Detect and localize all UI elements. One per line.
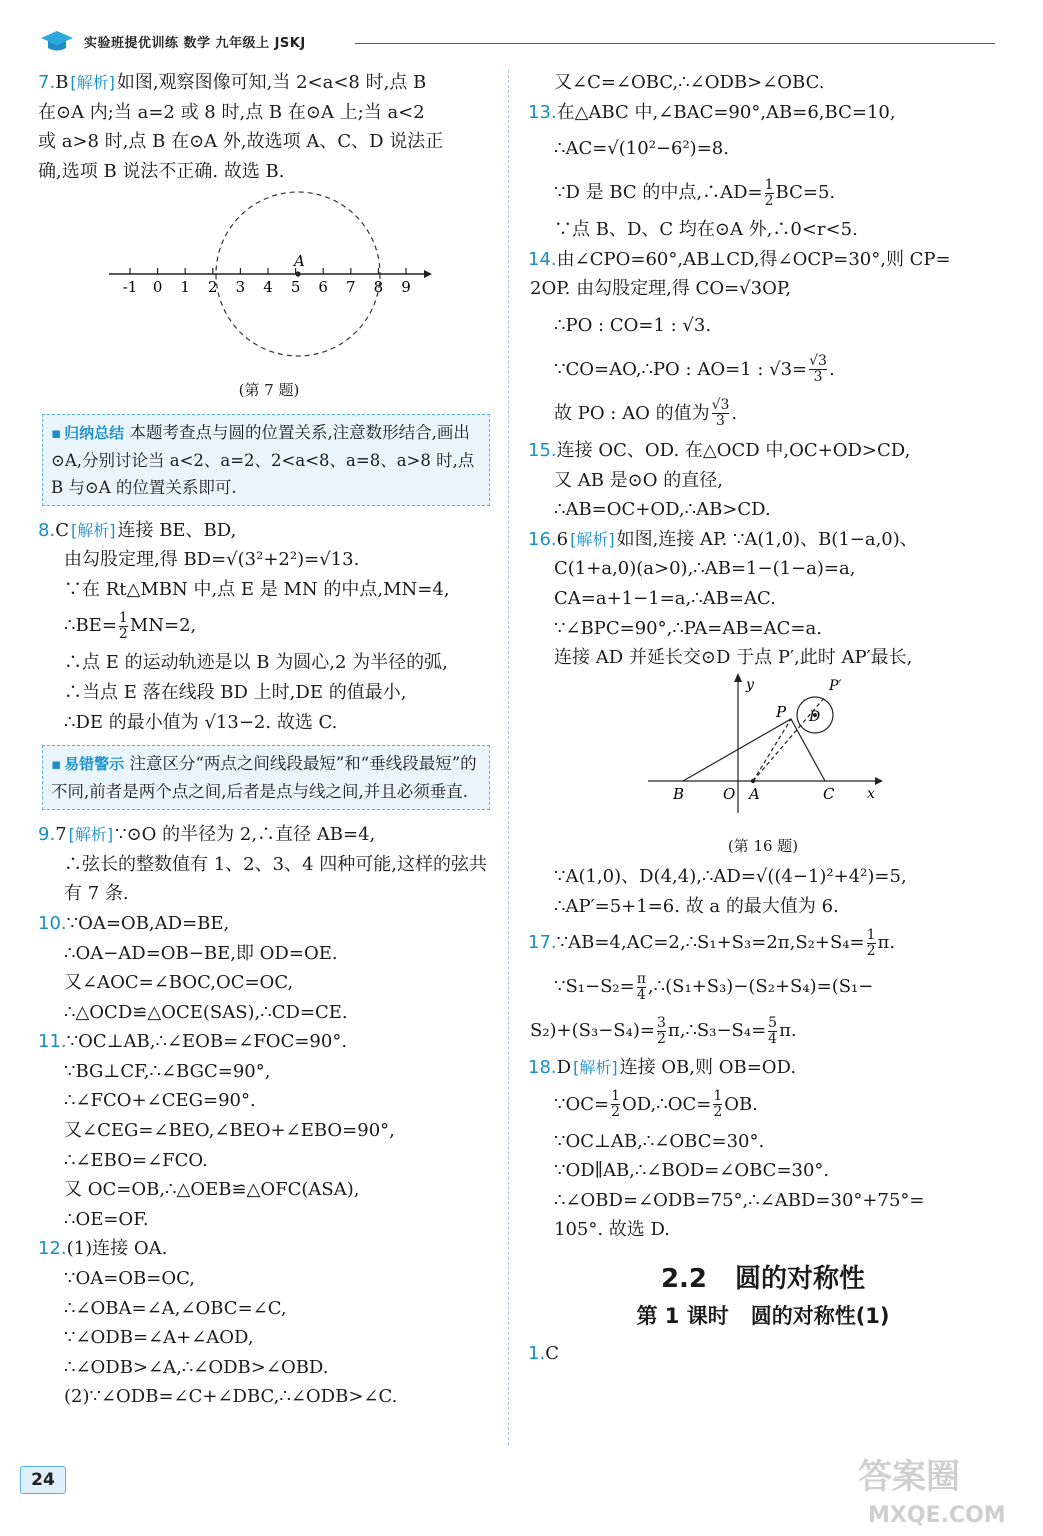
tick-label: 3: [235, 278, 246, 297]
text-line: C(1+a,0)(a>0),∴AB=1−(1−a)=a,: [554, 558, 856, 580]
watermark-logo: [848, 1450, 1028, 1530]
text-line: 由∠CPO=60°,AB⊥CD,得∠OCP=30°,则 CP=: [556, 248, 951, 270]
text-line: ∵∠ODB=∠A+∠AOD,: [64, 1327, 254, 1349]
text-line: ∴AB=OC+OD,∴AB>CD.: [554, 499, 771, 521]
text-line: ∵BG⊥CF,∴∠BGC=90°,: [64, 1060, 271, 1082]
question-number: 14.: [528, 248, 557, 270]
label-b: B: [673, 784, 685, 803]
label-a: A: [749, 784, 760, 803]
text-line: 或 a>8 时,点 B 在⊙A 外,故选项 A、C、D 说法正: [38, 131, 444, 153]
figure-caption: (第 7 题): [238, 380, 300, 399]
question-8: [38, 516, 500, 738]
label-c: C: [823, 784, 835, 803]
text-line: CA=a+1−1=a,∴AB=AC.: [554, 587, 776, 609]
fraction: $\frac{1}{2}$: [866, 926, 876, 959]
text-line: 在△ABC 中,∠BAC=90°,AB=6,BC=10,: [556, 101, 896, 123]
question-14: [528, 245, 998, 436]
question-number: 1.: [528, 1343, 546, 1365]
text-line: ∵OA=OB,AD=BE,: [66, 912, 230, 934]
text-line: ∴∠ODB>∠A,∴∠ODB>∠OBD.: [64, 1356, 329, 1378]
analysis-tag: [解析]: [573, 1058, 618, 1078]
tick-label: 6: [318, 278, 328, 297]
label-d: D: [809, 708, 821, 725]
question-16: [528, 525, 998, 921]
text-line: ∴OA−AD=OB−BE,即 OD=OE.: [64, 942, 338, 964]
analysis-tag: [解析]: [70, 520, 116, 540]
question-18: [528, 1053, 998, 1245]
text-line: ∴AP′=5+1=6. 故 a 的最大值为 6.: [554, 895, 839, 917]
question-number: 10.: [38, 912, 67, 934]
fraction: $\frac{3}{2}$: [656, 1014, 666, 1047]
question-12: [38, 1234, 500, 1412]
svg-text:答案圈: 答案圈: [858, 1457, 960, 1497]
text-line: S₂)+(S₃−S₄)= $\frac{3}{2}$ π,∴S₃−S₄= $\frac{5}{4}$ π.: [530, 1014, 797, 1047]
arrow-icon: [875, 777, 883, 785]
text-line: ∵∠BPC=90°,∴PA=AB=AC=a.: [554, 617, 822, 639]
text-line: ∵AB=4,AC=2,∴S₁+S₃=2π,S₂+S₄= $\frac{1}{2}$ π.: [556, 926, 896, 959]
text-line: ∴∠EBO=∠FCO.: [64, 1149, 208, 1171]
text-line: 又∠CEG=∠BEO,∠BEO+∠EBO=90°,: [64, 1120, 395, 1142]
text-line: ∵OD∥AB,∴∠BOD=∠OBC=30°.: [554, 1160, 830, 1182]
question-10: [38, 909, 500, 1027]
question-number: 18.: [528, 1057, 557, 1079]
fraction: $\frac{√3}{3}$: [711, 397, 730, 430]
text-line: ∵D 是 BC 的中点,∴AD= $\frac{1}{2}$ BC=5.: [554, 176, 836, 209]
question-number: 15.: [528, 439, 557, 461]
text-line: ∵OC= $\frac{1}{2}$ OD,∴OC= $\frac{1}{2}$ OB.: [554, 1088, 758, 1121]
analysis-tag: [解析]: [570, 529, 615, 549]
label-p: P: [776, 702, 787, 721]
text-line: ∴△OCD≌△OCE(SAS),∴CD=CE.: [64, 1001, 348, 1023]
answer: C: [55, 519, 69, 541]
answer: B: [55, 72, 69, 93]
question-7: [38, 68, 500, 406]
text-line: 故 PO : AO 的值为 $\frac{√3}{3}$ .: [554, 397, 738, 430]
text-line: 有 7 条.: [64, 883, 129, 905]
question-11: [38, 1027, 500, 1234]
text-line: 如图,观察图像可知,当 2<a<8 时,点 B: [116, 72, 427, 93]
text-line: ∴DE 的最小值为 √13−2. 故选 C.: [64, 711, 338, 733]
fraction: $\frac{1}{2}$: [713, 1088, 723, 1121]
text-line: 如图,连接 AP. ∵A(1,0)、B(1−a,0)、: [616, 528, 918, 550]
text-line: 连接 OC、OD. 在△OCD 中,OC+OD>CD,: [556, 439, 911, 461]
text-line: ∵S₁−S₂= $\frac{\pi}{4}$ ,∴(S₁+S₃)−(S₂+S₄)=(S₁−: [554, 970, 874, 1003]
text-line: ∵在 Rt△MBN 中,点 E 是 MN 的中点,MN=4,: [64, 578, 450, 600]
text-line: 确,选项 B 说法不正确. 故选 B.: [38, 160, 285, 182]
text-line: 105°. 故选 D.: [554, 1219, 671, 1241]
question-number: 7.: [38, 72, 56, 93]
fraction: $\frac{1}{2}$: [764, 176, 774, 209]
text-line: ∵OA=OB=OC,: [64, 1268, 195, 1290]
analysis-tag: [解析]: [68, 825, 114, 845]
fraction: $\frac{1}{2}$: [118, 609, 128, 642]
text-line: (2)∵∠ODB=∠C+∠DBC,∴∠ODB>∠C.: [64, 1386, 398, 1408]
page-number: 24: [20, 1466, 66, 1494]
header-rule: [355, 43, 995, 44]
answer: C: [545, 1343, 559, 1365]
box-text: 本题考查点与圆的位置关系,注意数形结合,画出⊙A,分别讨论当 a<2、a=2、2<a<8、a=8、a>8 时,点 B 与⊙A 的位置关系即可.: [51, 422, 475, 497]
analysis-tag: [解析]: [70, 73, 115, 92]
warning-box: [42, 745, 490, 810]
tick-label: 5: [290, 278, 301, 297]
text-line: 在⊙A 内;当 a=2 或 8 时,点 B 在⊙A 上;当 a<2: [38, 101, 425, 123]
figure-16: [528, 673, 998, 862]
number-line-diagram: [104, 186, 434, 366]
arrow-icon: [734, 673, 742, 682]
question-9: [38, 820, 500, 909]
segment-ap: [753, 719, 791, 781]
text-line: ∴PO : CO=1 : √3.: [554, 314, 712, 336]
text-line: ∴AC=√(10²−6²)=8.: [554, 138, 729, 160]
point-a: [295, 272, 300, 277]
label-y: y: [746, 676, 754, 693]
question-13: [528, 98, 998, 245]
right-column: [528, 68, 998, 1369]
column-divider: [508, 70, 509, 1445]
arrow-icon: [424, 270, 432, 278]
question-number: 11.: [38, 1031, 67, 1053]
text-line: ∴∠FCO+∠CEG=90°.: [64, 1090, 256, 1112]
box-label: ▪ 归纳总结: [51, 424, 124, 442]
tick-label: 8: [373, 278, 384, 297]
text-line: ∵OC⊥AB,∴∠OBC=30°.: [554, 1130, 765, 1152]
geometry-diagram: [643, 673, 883, 823]
text-line: 连接 OB,则 OB=OD.: [619, 1057, 797, 1079]
answer: D: [556, 1057, 572, 1079]
lesson-title: 第 1 课时 圆的对称性(1): [636, 1304, 890, 1329]
text-line: ∴∠OBD=∠ODB=75°,∴∠ABD=30°+75°=: [554, 1189, 925, 1211]
figure-7: [38, 186, 500, 405]
header-title: 实验班提优训练 数学 九年级上 JSKJ: [84, 36, 306, 51]
question-17: [528, 921, 998, 1053]
question-number: 17.: [528, 932, 557, 954]
text-line: 又∠AOC=∠BOC,OC=OC,: [64, 972, 294, 994]
tick-label: 4: [263, 278, 273, 297]
box-text: 注意区分“两点之间线段最短”和“垂线段最短”的不同,前者是两个点之间,后者是点与线之间,并且必须垂直.: [51, 754, 477, 802]
section-title: 2.2 圆的对称性: [660, 1264, 866, 1295]
text-line: 2OP. 由勾股定理,得 CO=√3OP,: [530, 278, 792, 300]
point-label-a: A: [294, 252, 305, 271]
text-line: ∴∠OBA=∠A,∠OBC=∠C,: [64, 1297, 287, 1319]
text-line: ∵OC⊥AB,∴∠EOB=∠FOC=90°.: [66, 1031, 348, 1053]
tick-label: 9: [401, 278, 411, 297]
text-line: ∴当点 E 落在线段 BD 上时,DE 的值最小,: [64, 681, 407, 703]
fraction: $\frac{5}{4}$: [768, 1014, 778, 1047]
tick-label: 2: [208, 278, 218, 297]
left-column: [38, 68, 500, 1412]
figure-caption: (第 16 题): [727, 837, 799, 856]
text-line: 又 AB 是⊙O 的直径,: [554, 469, 723, 491]
question-number: 12.: [38, 1238, 67, 1260]
label-x: x: [867, 785, 875, 802]
fraction: $\frac{1}{2}$: [611, 1088, 620, 1121]
text-line: ∵A(1,0)、D(4,4),∴AD=√((4−1)²+4²)=5,: [554, 865, 907, 887]
text-line: ∵⊙O 的半径为 2,∴直径 AB=4,: [115, 824, 376, 846]
fraction: $\frac{√3}{3}$: [809, 353, 827, 386]
summary-box: [42, 414, 490, 506]
tick-label: -1: [122, 278, 138, 297]
answer: 6: [556, 528, 569, 550]
text-line: 连接 BE、BD,: [117, 519, 237, 541]
text-line: ∵CO=AO,∴PO : AO=1 : √3= $\frac{√3}{3}$ .: [554, 353, 835, 386]
tick-label: 0: [152, 278, 163, 297]
text-line: ∴点 E 的运动轨迹是以 B 为圆心,2 为半径的弧,: [64, 652, 448, 674]
page-header: [40, 26, 990, 58]
text-line: ∵点 B、D、C 均在⊙A 外,∴0<r<5.: [554, 219, 858, 241]
label-p-prime: P′: [829, 677, 842, 694]
question-number: 9.: [38, 824, 56, 846]
fraction: $\frac{\pi}{4}$: [636, 970, 646, 1003]
text-line: 连接 AD 并延长交⊙D 于点 P′,此时 AP′最长,: [554, 647, 913, 669]
text-line: 又∠C=∠OBC,∴∠ODB>∠OBC.: [554, 72, 825, 93]
label-o: O: [723, 784, 736, 803]
text-line: ∴BE= $\frac{1}{2}$ MN=2,: [64, 609, 197, 642]
box-label: ▪ 易错警示: [51, 755, 124, 773]
text-line: ∴OE=OF.: [64, 1208, 149, 1230]
question-number: 8.: [38, 519, 56, 541]
text-line: 由勾股定理,得 BD=√(3²+2²)=√13.: [64, 549, 360, 571]
question-number: 16.: [528, 528, 557, 550]
text-line: (1)连接 OA.: [66, 1238, 168, 1260]
text-line: 又 OC=OB,∴△OEB≌△OFC(ASA),: [64, 1179, 360, 1201]
tick-label: 7: [346, 278, 356, 297]
answer: 7: [55, 824, 67, 846]
svg-text:MXQE.COM: MXQE.COM: [868, 1503, 1006, 1528]
graduation-cap-icon: [40, 28, 74, 56]
tick-label: 1: [180, 278, 190, 297]
text-line: ∴弦长的整数值有 1、2、3、4 四种可能,这样的弦共: [64, 853, 487, 875]
question-number: 13.: [528, 101, 557, 123]
question-15: [528, 436, 998, 525]
